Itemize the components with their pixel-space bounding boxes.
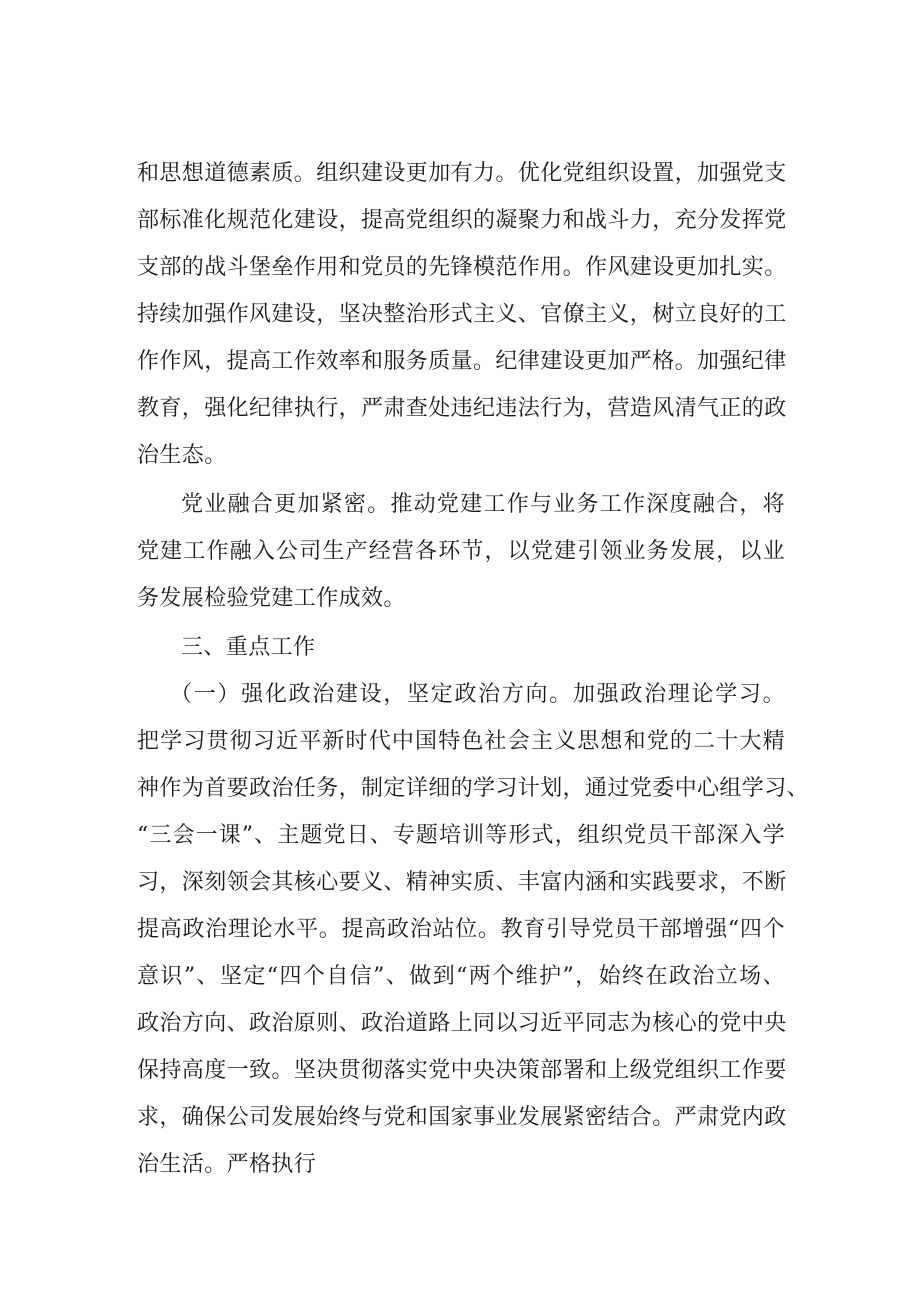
paragraph-political-building (137, 682, 810, 1178)
text-line: 党建工作融入公司生产经营各环节，以党建引领业务发展，以业 (137, 539, 785, 564)
paragraph-integration (137, 492, 785, 612)
text-line: 治生活。严格执行 (137, 1152, 317, 1177)
text-line: 治生态。 (137, 443, 227, 468)
text-line: 部标准化规范化建设，提高党组织的凝聚力和战斗力，充分发挥党 (137, 208, 787, 233)
paragraph-organization (137, 161, 785, 469)
document-body (137, 161, 810, 1199)
text-line: 习，深刻领会其核心要义、精神实质、丰富内涵和实践要求，不断 (137, 870, 787, 895)
section-heading: 三、重点工作 (181, 635, 316, 660)
text-line: 政治方向、政治原则、政治道路上同以习近平同志为核心的党中央 (137, 1011, 787, 1036)
text-line: 持续加强作风建设，坚决整治形式主义、官僚主义，树立良好的工 (137, 302, 787, 327)
text-line: 务发展检验党建工作成效。 (137, 586, 406, 611)
text-line: 意识”、坚定“四个自信”、做到“两个维护”，始终在政治立场、 (137, 964, 785, 989)
text-line: 作作风，提高工作效率和服务质量。纪律建设更加严格。加强纪律 (137, 349, 787, 374)
text-line: 支部的战斗堡垒作用和党员的先锋模范作用。作风建设更加扎实。 (137, 255, 787, 280)
text-line: 教育，强化纪律执行，严肃查处违纪违法行为，营造风清气正的政 (137, 396, 787, 421)
text-line: 保持高度一致。坚决贯彻落实党中央决策部署和上级党组织工作要 (137, 1058, 787, 1083)
text-line: （一）强化政治建设，坚定政治方向。加强政治理论学习。 (170, 682, 785, 707)
text-line: 和思想道德素质。组织建设更加有力。优化党组织设置，加强党支 (137, 161, 787, 186)
text-line: “三会一课”、主题党日、专题培训等形式，组织党员干部深入学 (137, 823, 785, 848)
text-line: 党业融合更加紧密。推动党建工作与业务工作深度融合，将 (181, 492, 785, 517)
text-line: 把学习贯彻习近平新时代中国特色社会主义思想和党的二十大精 (137, 729, 785, 754)
text-line: 提高政治理论水平。提高政治站位。教育引导党员干部增强“四个 (137, 917, 785, 942)
text-line: 求，确保公司发展始终与党和国家事业发展紧密结合。严肃党内政 (137, 1105, 787, 1130)
text-line: 神作为首要政治任务，制定详细的学习计划，通过党委中心组学习、 (137, 776, 810, 801)
